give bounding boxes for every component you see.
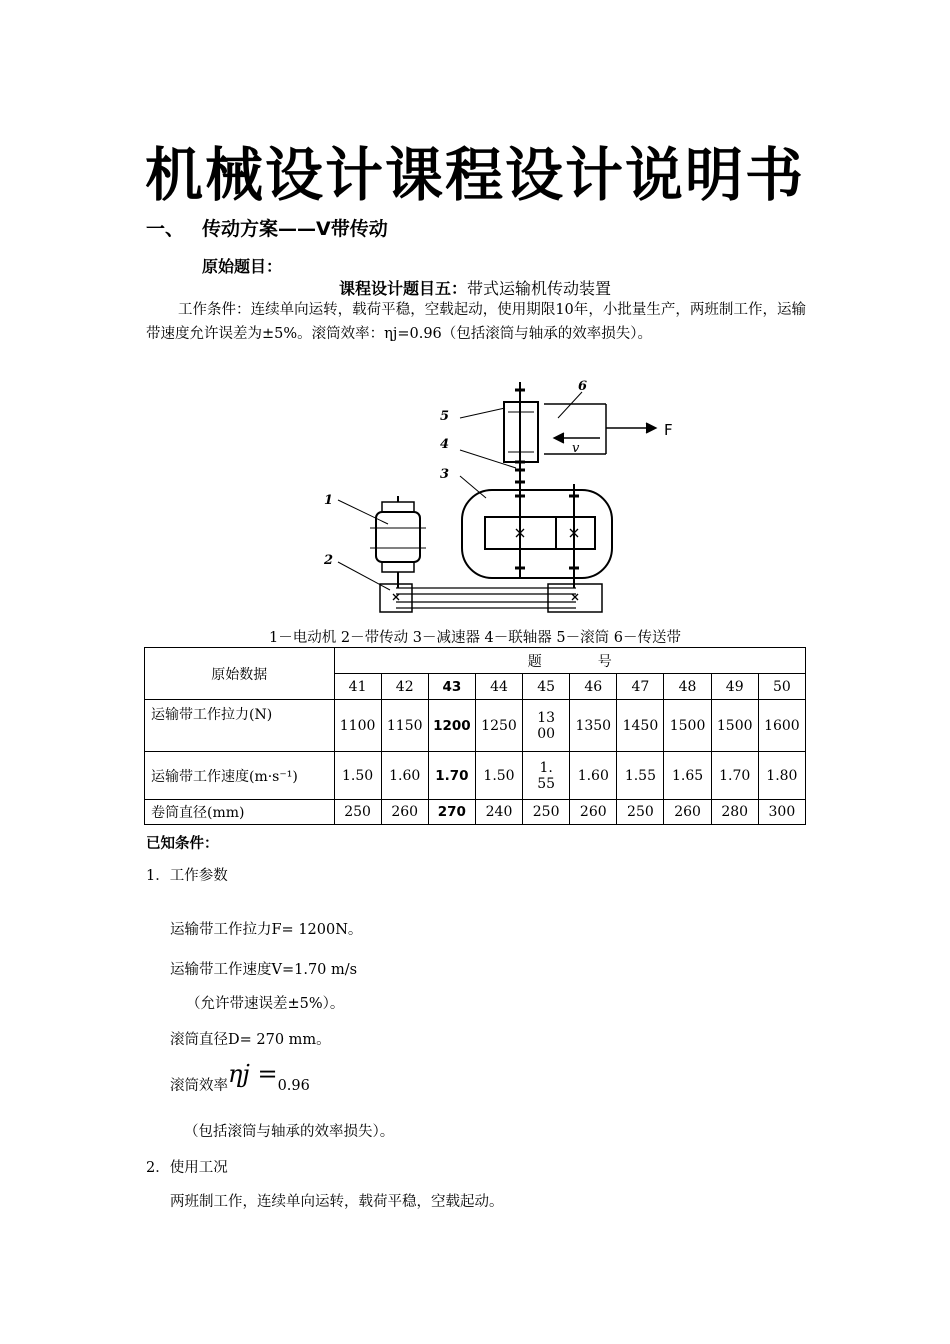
speed-line: 运输带工作速度V=1.70 m/s xyxy=(170,962,358,978)
usage-line: 两班制工作，连续单向运转，载荷平稳，空载起动。 xyxy=(170,1194,504,1210)
label-5: 5 xyxy=(440,409,450,424)
document-title: 机械设计课程设计说明书 xyxy=(144,141,805,209)
topic-label: 课程设计题目五： xyxy=(338,279,467,298)
table-cell: 1.55 xyxy=(523,752,570,800)
label-4: 4 xyxy=(440,437,450,452)
table-cell: 1350 xyxy=(570,700,617,752)
efficiency-note: （包括滚筒与轴承的效率损失）。 xyxy=(184,1124,395,1140)
item-2-heading: 2．使用工况 xyxy=(146,1160,228,1176)
row-label: 运输带工作速度(m·s⁻¹) xyxy=(145,752,335,800)
table-cell: 48 xyxy=(664,674,711,700)
efficiency-label: 滚筒效率 xyxy=(170,1078,228,1094)
original-data-table xyxy=(144,647,806,825)
transmission-diagram xyxy=(300,378,700,618)
table-cell: 1.60 xyxy=(570,752,617,800)
efficiency-line xyxy=(170,1060,310,1096)
table-cell: 44 xyxy=(475,674,522,700)
table-cell: 49 xyxy=(711,674,758,700)
table-cell: 1.70 xyxy=(428,752,475,800)
table-cell: 270 xyxy=(428,800,475,825)
table-cell: 43 xyxy=(428,674,475,700)
velocity-label: v xyxy=(572,441,580,456)
table-row xyxy=(145,700,806,752)
table-row xyxy=(145,800,806,825)
table-cell: 1.65 xyxy=(664,752,711,800)
table-row xyxy=(145,752,806,800)
table-cell: 1.55 xyxy=(617,752,664,800)
table-cell: 240 xyxy=(475,800,522,825)
table-cell: 1600 xyxy=(758,700,805,752)
row-label: 卷筒直径(mm) xyxy=(145,800,335,825)
table-cell: 1500 xyxy=(711,700,758,752)
section-number: 一、 xyxy=(146,218,185,240)
force-label: F xyxy=(664,421,673,439)
table-group-header: 题 号 xyxy=(334,648,806,674)
label-2: 2 xyxy=(324,553,334,568)
table-cell: 250 xyxy=(334,800,381,825)
table-cell: 260 xyxy=(381,800,428,825)
table-cell: 45 xyxy=(523,674,570,700)
known-conditions-heading: 已知条件： xyxy=(146,836,219,852)
efficiency-value: 0.96 xyxy=(277,1078,310,1094)
table-cell: 1150 xyxy=(381,700,428,752)
table-corner-header: 原始数据 xyxy=(145,648,335,700)
table-cell: 46 xyxy=(570,674,617,700)
original-topic-heading: 原始题目： xyxy=(202,257,283,276)
table-cell: 280 xyxy=(711,800,758,825)
efficiency-symbol: ηj = xyxy=(228,1060,278,1088)
table-cell: 1500 xyxy=(664,700,711,752)
table-cell: 1.70 xyxy=(711,752,758,800)
table-cell: 1.60 xyxy=(381,752,428,800)
label-1: 1 xyxy=(324,493,334,508)
table-cell: 300 xyxy=(758,800,805,825)
force-line: 运输带工作拉力F= 1200N。 xyxy=(170,922,363,938)
table-cell: 1200 xyxy=(428,700,475,752)
table-cell: 41 xyxy=(334,674,381,700)
label-3: 3 xyxy=(440,467,450,482)
label-6: 6 xyxy=(578,379,588,394)
table-cell: 1450 xyxy=(617,700,664,752)
table-cell: 1300 xyxy=(523,700,570,752)
diagram-caption: 1－电动机 2－带传动 3－减速器 4－联轴器 5－滚筒 6－传送带 xyxy=(269,630,681,646)
table-cell: 250 xyxy=(617,800,664,825)
table-cell: 260 xyxy=(664,800,711,825)
item-1-heading: 1．工作参数 xyxy=(146,868,228,884)
table-cell: 250 xyxy=(523,800,570,825)
table-cell: 1.80 xyxy=(758,752,805,800)
table-cell: 260 xyxy=(570,800,617,825)
topic-line xyxy=(0,276,950,299)
topic-text: 带式运输机传动装置 xyxy=(467,279,612,298)
table-cell: 1250 xyxy=(475,700,522,752)
section-text: 传动方案——V带传动 xyxy=(202,218,388,240)
table-cell: 1100 xyxy=(334,700,381,752)
table-cell: 42 xyxy=(381,674,428,700)
row-label: 运输带工作拉力(N) xyxy=(145,700,335,752)
section-heading xyxy=(146,214,388,241)
diameter-line: 滚筒直径D= 270 mm。 xyxy=(170,1032,331,1048)
table-cell: 1.50 xyxy=(475,752,522,800)
speed-tolerance: （允许带速误差±5%）。 xyxy=(186,996,345,1012)
table-cell: 50 xyxy=(758,674,805,700)
table-cell: 1.50 xyxy=(334,752,381,800)
table-cell: 47 xyxy=(617,674,664,700)
work-conditions-paragraph: 工作条件：连续单向运转，载荷平稳，空载起动，使用期限10年，小批量生产，两班制工作，运输带速度允许误差为±5%。滚筒效率：ηj=0.96（包括滚筒与轴承的效率损失）。 xyxy=(146,302,806,342)
